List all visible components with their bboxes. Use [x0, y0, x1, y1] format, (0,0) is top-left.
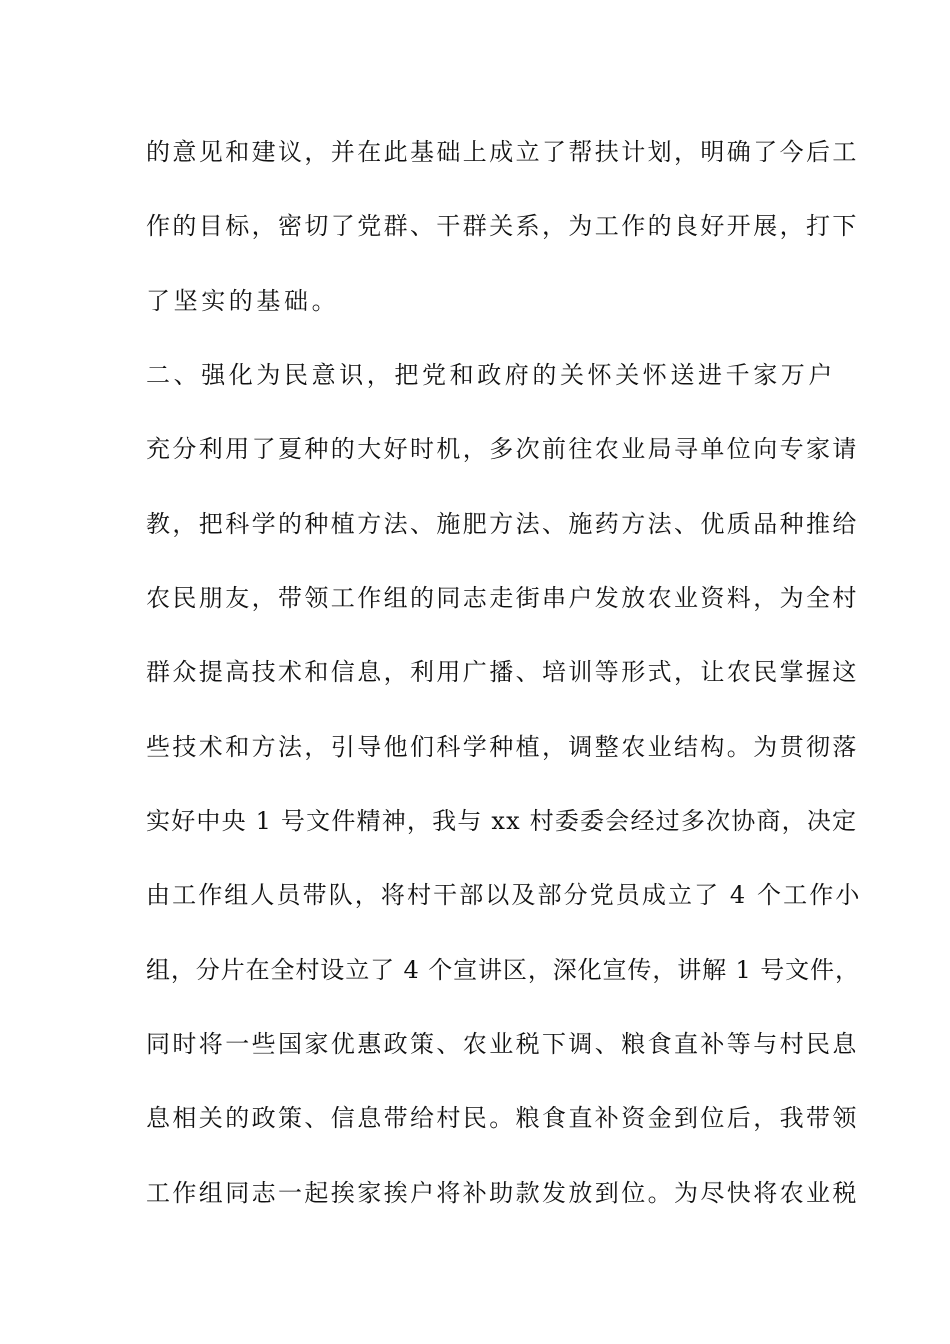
- paragraph-line: 的意见和建议，并在此基础上成立了帮扶计划，明确了今后工: [146, 138, 859, 166]
- paragraph-line: 教，把科学的种植方法、施肥方法、施药方法、优质品种推给: [146, 510, 859, 538]
- paragraph-line: 同时将一些国家优惠政策、农业税下调、粮食直补等与村民息: [146, 1030, 859, 1058]
- section-heading: 二、强化为民意识，把党和政府的关怀关怀送进千家万户: [146, 361, 836, 389]
- paragraph-line: 息相关的政策、信息带给村民。粮食直补资金到位后，我带领: [146, 1104, 859, 1132]
- paragraph-line: 些技术和方法，引导他们科学种植，调整农业结构。为贯彻落: [146, 733, 859, 761]
- paragraph-line: 作的目标，密切了党群、干群关系，为工作的良好开展，打下: [146, 212, 859, 240]
- paragraph-line: 充分利用了夏种的大好时机，多次前往农业局寻单位向专家请: [146, 435, 859, 463]
- paragraph-line: 由工作组人员带队，将村干部以及部分党员成立了 4 个工作小: [146, 881, 862, 909]
- paragraph-line: 群众提高技术和信息，利用广播、培训等形式，让农民掌握这: [146, 658, 859, 686]
- paragraph-line: 农民朋友，带领工作组的同志走街串户发放农业资料，为全村: [146, 584, 859, 612]
- paragraph-line: 工作组同志一起挨家挨户将补助款发放到位。为尽快将农业税: [146, 1179, 859, 1207]
- paragraph-line: 实好中央 1 号文件精神，我与 xx 村委委会经过多次协商，决定: [146, 807, 858, 835]
- paragraph-line: 了坚实的基础。: [146, 287, 340, 315]
- paragraph-line: 组，分片在全村设立了 4 个宣讲区，深化宣传，讲解 1 号文件，: [146, 956, 860, 984]
